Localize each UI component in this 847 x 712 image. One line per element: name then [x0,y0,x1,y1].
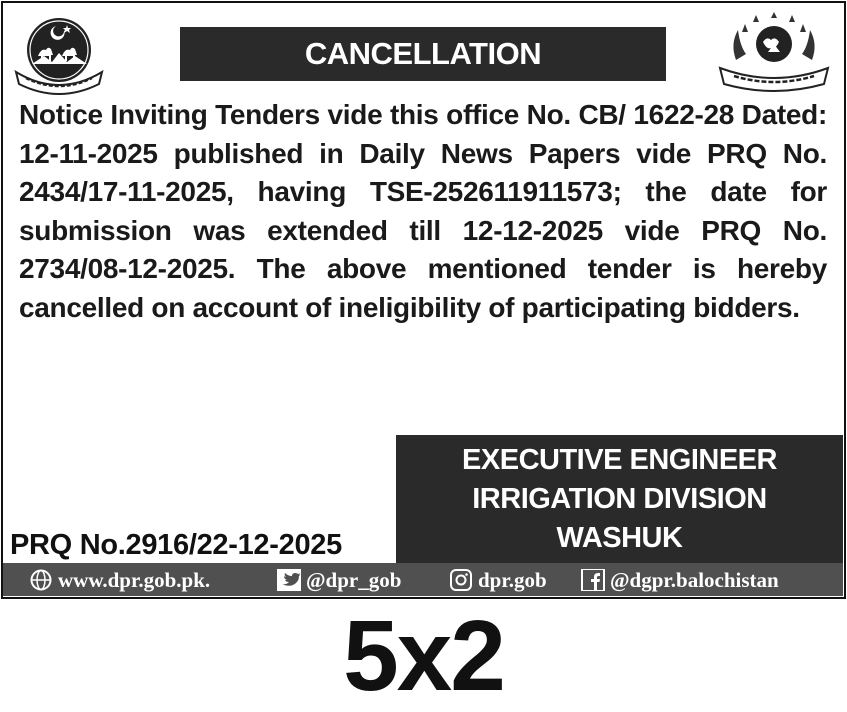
twitter-handle[interactable]: @dpr_gob [306,567,402,592]
title-banner [180,27,666,81]
instagram-handle[interactable]: dpr.gob [478,567,547,592]
signature-designation: EXECUTIVE ENGINEER [462,443,777,476]
footer-bar [3,563,843,596]
instagram-icon [449,569,473,591]
notice-title: CANCELLATION [304,36,542,71]
ad-size-label: 5x2 [343,600,504,712]
footer-website[interactable] [29,568,210,592]
irrigation-department-logo [716,12,832,92]
notice-body: Notice Inviting Tenders vide this office No. CB/ 1622-28 Dated: 12-11-2025 published in Daily News Papers vide PRQ No. 2434/17-11-2025, having TSE-252611911573; the date for submission was extended till 12-12-2025 vide PRQ No. 2734/08-12-2025. The above mentioned tender is hereby cancelled on account of ineligibility of participating bidders. [19,99,827,323]
footer-facebook[interactable] [581,568,779,592]
signature-location: WASHUK [556,521,683,554]
facebook-handle[interactable]: @dgpr.balochistan [610,567,779,592]
prq-number: PRQ No.2916/22-12-2025 [10,529,342,561]
twitter-icon [277,569,301,591]
website-link[interactable]: www.dpr.gob.pk. [58,567,211,592]
signature-block [396,435,843,563]
globe-icon [29,569,53,591]
footer-instagram[interactable] [449,568,547,592]
signature-division: IRRIGATION DIVISION [472,482,767,515]
facebook-icon [581,569,605,591]
balochistan-emblem-logo [12,12,106,96]
footer-twitter[interactable] [277,568,401,592]
